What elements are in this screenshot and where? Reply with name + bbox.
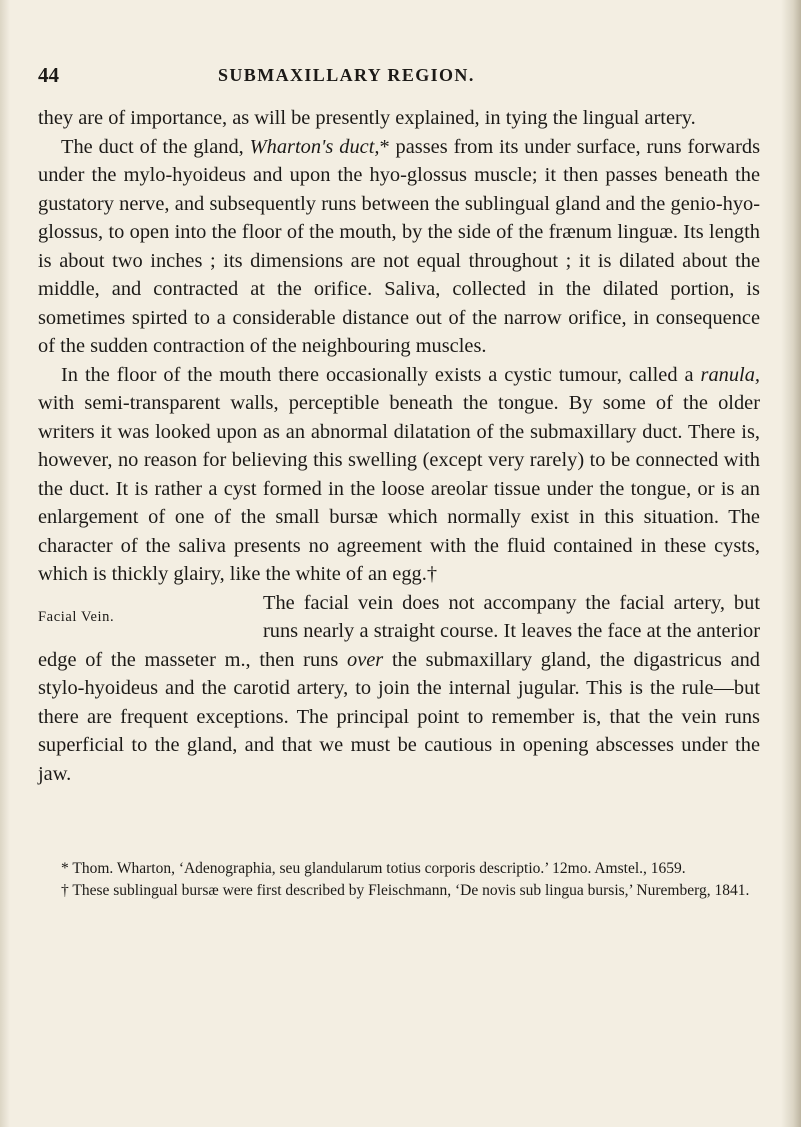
body-text bbox=[38, 104, 760, 788]
paragraph-ranula bbox=[38, 361, 760, 589]
page-gutter-shadow bbox=[0, 0, 10, 1127]
text-run: * passes from its under surface, runs forwards under the mylo-hyoideus and upon the hyo-glossus muscle; it then passes beneath the gustatory nerve, and subsequently runs between the sublingual gland and the genio-hyo-glossus, to open into the floor of the mouth, by the side of the frænum linguæ. Its length is about two inches ; its dimensions are not equal throughout ; it is dilated about the middle, and contracted at the orifice. Saliva, collected in the dilated portion, is sometimes spirted to a considerable distance out of the narrow orifice, in consequence of the sudden contraction of the neighbouring muscles. bbox=[38, 135, 761, 357]
text-run: the submaxillary gland, the digastricus and stylo-hyoideus and the carotid artery, to join the internal jugular. This is the rule—but there are frequent exceptions. The principal point to remember is, that the vein runs superficial to the gland, and that we must be cautious in opening abscesses under the jaw. bbox=[38, 648, 761, 785]
text-run: The duct of the gland, bbox=[61, 135, 250, 158]
italic-term-ranula: ranula, bbox=[700, 363, 760, 386]
text-run: In the floor of the mouth there occasionally exists a cystic tumour, called a bbox=[61, 363, 701, 386]
italic-term-whartons-duct: Wharton's duct, bbox=[249, 135, 380, 158]
marginal-heading-facial-vein: Facial Vein. bbox=[38, 608, 115, 625]
page-number: 44 bbox=[38, 63, 59, 87]
paragraph-continued: they are of importance, as will be presently explained, in tying the lingual artery. bbox=[38, 107, 696, 129]
page-edge-shadow bbox=[781, 0, 801, 1127]
paragraph-whartons-duct bbox=[38, 133, 760, 361]
footnote-wharton: * Thom. Wharton, ‘Adenographia, seu glandularum totius corporis descriptio.’ 12mo. Amstel., 1659. bbox=[61, 860, 686, 877]
footnote-fleischmann: † These sublingual bursæ were first described by Fleischmann, ‘De novis sub lingua bursis,’ Nuremberg, 1841. bbox=[61, 882, 750, 899]
page-header bbox=[38, 63, 760, 89]
text-run: The facial vein does not accompany the facial artery, but runs nearly a straight course. It leaves the face at the anterior edge of the masseter m., then runs bbox=[38, 591, 760, 671]
italic-term-over: over bbox=[347, 648, 384, 671]
text-run: with semi-transparent walls, perceptible beneath the tongue. By some of the older writers it was looked upon as an abnormal dilatation of the submaxillary duct. There is, however, no reason for believing this swelling (except very rarely) to be connected with the duct. It is rather a cyst formed in the loose areolar tissue under the tongue, or is an enlargement of one of the small bursæ which normally exist in this situation. The character of the saliva presents no agreement with the fluid contained in these cysts, which is thickly glairy, like the white of an egg.† bbox=[38, 392, 760, 585]
paragraph-facial-vein bbox=[38, 589, 760, 789]
running-head: SUBMAXILLARY REGION. bbox=[218, 65, 475, 85]
footnotes bbox=[38, 858, 760, 902]
